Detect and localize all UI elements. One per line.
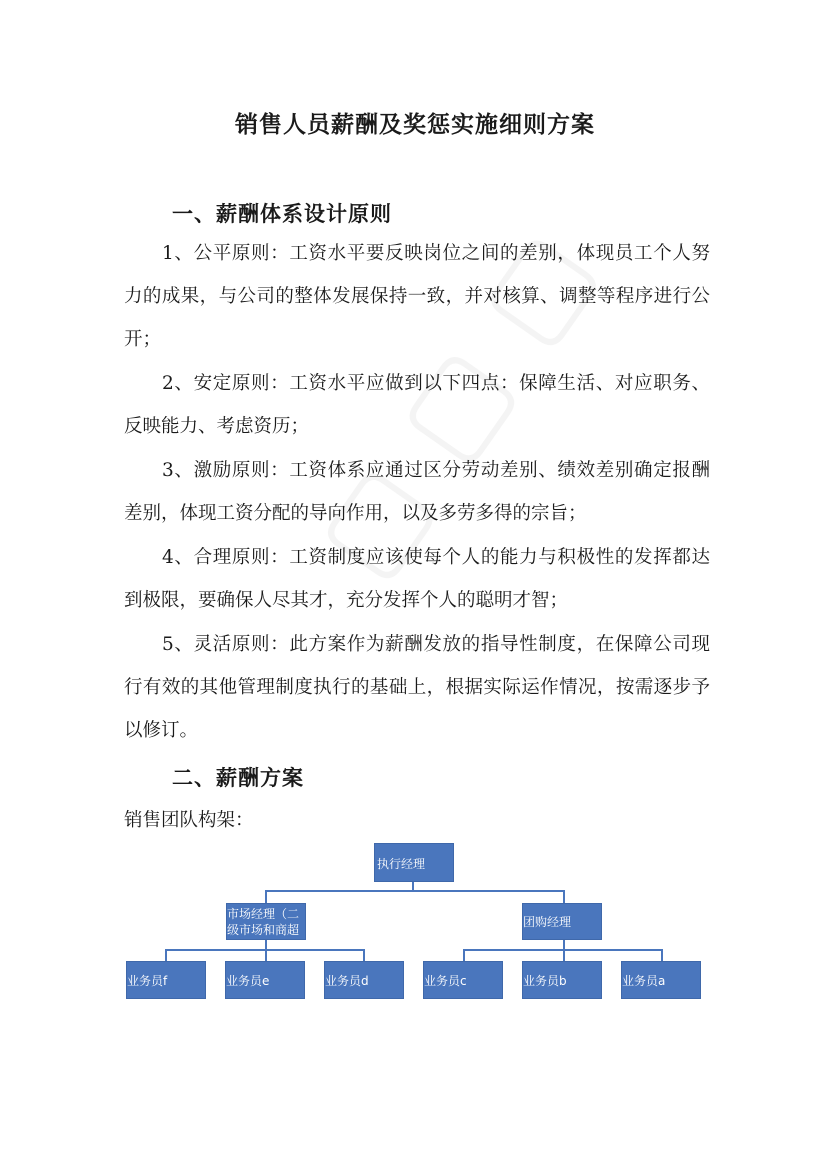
connector <box>563 949 565 961</box>
connector <box>463 949 465 961</box>
paragraph-4: 4、合理原则：工资制度应该使每个人的能力与积极性的发挥都达到极限，要确保人尽其才，充分发挥个人的聪明才智； <box>124 547 710 611</box>
org-box-staff-a: 业务员a <box>621 961 701 999</box>
connector <box>265 890 267 903</box>
connector <box>265 890 565 892</box>
org-chart-label: 销售团队构架： <box>124 810 254 831</box>
paragraph-1: 1、公平原则：工资水平要反映岗位之间的差别，体现员工个人努力的成果，与公司的整体发展保持一致，并对核算、调整等程序进行公开； <box>124 243 710 350</box>
org-box-staff-d: 业务员d <box>324 961 404 999</box>
org-box-market-manager: 市场经理（二级市场和商超 <box>226 903 306 940</box>
connector <box>165 949 167 961</box>
section-2-heading: 二、薪酬方案 <box>172 766 304 790</box>
connector <box>661 949 663 961</box>
connector <box>363 949 365 961</box>
org-box-staff-c: 业务员c <box>423 961 503 999</box>
org-box-staff-f: 业务员f <box>126 961 206 999</box>
connector <box>265 949 267 961</box>
paragraph-3: 3、激励原则：工资体系应通过区分劳动差别、绩效差别确定报酬差别，体现工资分配的导向作用，以及多劳多得的宗旨； <box>124 460 710 524</box>
org-box-group-buy-manager: 团购经理 <box>522 903 602 940</box>
document-title: 销售人员薪酬及奖惩实施细则方案 <box>235 112 595 138</box>
paragraph-5: 5、灵活原则：此方案作为薪酬发放的指导性制度，在保障公司现行有效的其他管理制度执行的基础上，根据实际运作情况，按需逐步予以修订。 <box>124 634 710 741</box>
org-box-staff-b: 业务员b <box>522 961 602 999</box>
org-box-root: 执行经理 <box>374 843 454 882</box>
org-box-staff-e: 业务员e <box>225 961 305 999</box>
connector <box>563 890 565 903</box>
section-1-heading: 一、薪酬体系设计原则 <box>172 202 392 226</box>
paragraph-2: 2、安定原则：工资水平应做到以下四点：保障生活、对应职务、反映能力、考虑资历； <box>124 373 710 437</box>
